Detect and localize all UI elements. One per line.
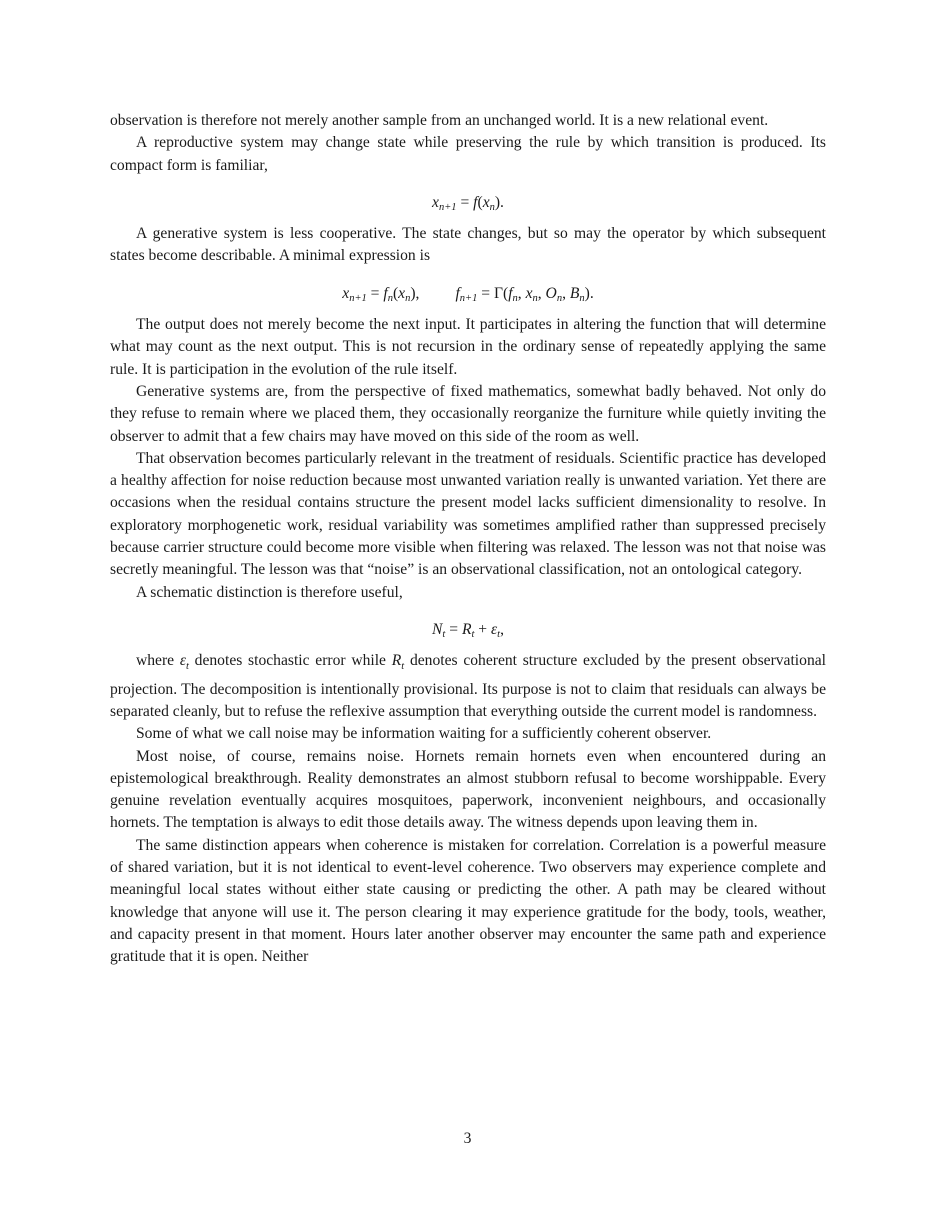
inline-epsilon: $\varepsilon_t$ bbox=[179, 652, 189, 673]
paragraph-6: A schematic distinction is therefore useful, bbox=[136, 583, 403, 601]
paragraph-5: That observation becomes particularly relevant in the treatment of residuals. Scientific practice has developed a healthy affection for noise reduction because most unwanted variation really is unwanted variation. Yet there are occasions when the residual contains structure the present model lacks sufficient dimensionality to resolve. In exploratory morphogenetic work, residual variability was sometimes amplified rather than suppressed precisely because carrier structure could become more visible when filtering was relaxed. The lesson was not that noise was secretly meaningful. The lesson was that “noise” is an observational classification, not an ontological category. bbox=[110, 449, 826, 579]
body-text bbox=[110, 110, 826, 969]
inline-r: $R_t$ bbox=[391, 652, 405, 673]
paragraph-2: A generative system is less cooperative. The state changes, but so may the operator by which subsequent states become describable. A minimal expression is bbox=[110, 225, 826, 265]
paragraph-8: Some of what we call noise may be information waiting for a sufficiently coherent observer. bbox=[136, 725, 712, 743]
paragraph-7: where $\varepsilon_t$ denotes stochastic error while $R_t$ denotes coherent structure excluded by the present observational projection. The decomposition is intentionally provisional. Its purpose is not to claim that residuals can always be separated cleanly, but to refuse the reflexive assumption that everything outside the current model is randomness. bbox=[110, 652, 826, 720]
paragraph-0: observation is therefore not merely another sample from an unchanged world. It is a new relational event. bbox=[110, 112, 769, 129]
equation-generative: $x_{n+1} = f_n(x_n)$, $f_{n+1} = \Gamma(f_n$, $x_n$, $O_n$, $B_n$). bbox=[342, 284, 594, 304]
paragraph-9: Most noise, of course, remains noise. Hornets remain hornets even when encountered during an epistemological breakthrough. Reality demonstrates an almost stubborn refusal to become worshippable. Every genuine revelation eventually acquires mosquitoes, paperwork, inconvenient neighbours, and occasionally hornets. The temptation is always to edit those details away. The witness depends upon leaving them in. bbox=[110, 747, 826, 832]
paragraph-1: A reproductive system may change state while preserving the rule by which transition is produced. Its compact form is familiar, bbox=[110, 134, 826, 174]
equation-residual-decomposition: $N_t = R_t + \varepsilon_t$, bbox=[432, 620, 504, 640]
paragraph-4: Generative systems are, from the perspective of fixed mathematics, somewhat badly behaved. Not only do they refuse to remain where we placed them, they occasionally reorganize the furniture while quietly inviting the observer to admit that a few chairs may have moved on this side of the room as well. bbox=[110, 382, 826, 445]
paragraph-3: The output does not merely become the next input. It participates in altering the function that will determine what may count as the next output. This is not recursion in the ordinary sense of repeatedly applying the same rule. It is participation in the evolution of the rule itself. bbox=[110, 316, 826, 378]
paragraph-10: The same distinction appears when coherence is mistaken for correlation. Correlation is a powerful measure of shared variation, but it is not identical to event-level coherence. Two observers may experience complete and meaningful local states without either state causing or predicting the other. A path may be cleared without knowledge that anyone will use it. The person clearing it may experience gratitude for the body, tools, weather, and capacity present in that moment. Hours later another observer may encounter the same path and experience gratitude that it is open. Neither bbox=[110, 836, 826, 966]
equation-reproductive: $x_{n+1} = f(x_n)$. bbox=[432, 193, 504, 213]
page-number: 3 bbox=[463, 1130, 472, 1147]
